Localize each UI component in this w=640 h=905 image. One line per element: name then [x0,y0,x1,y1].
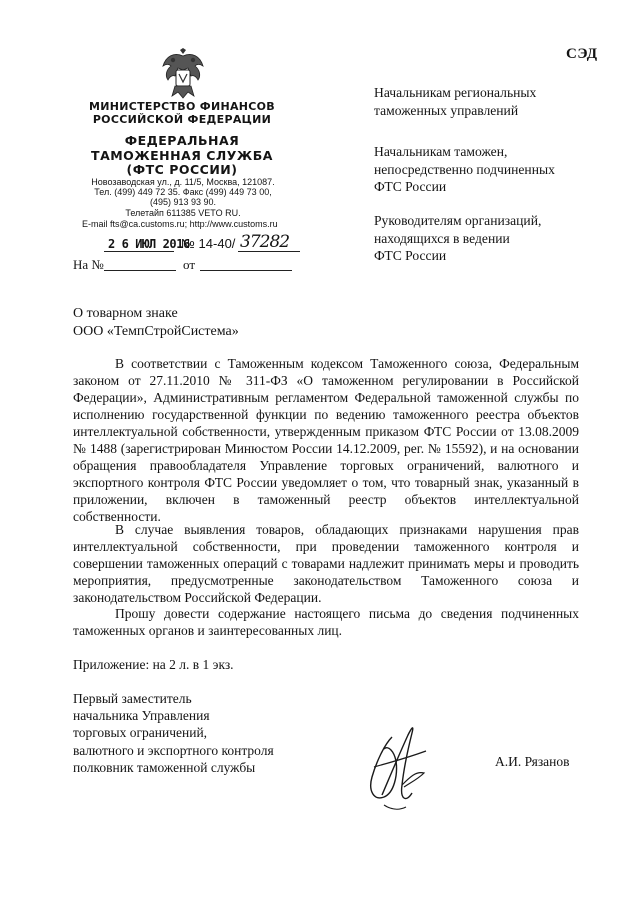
ministry-line: РОССИЙСКОЙ ФЕДЕРАЦИИ [92,113,272,126]
contact-block [82,177,284,218]
reference-date-label: от [183,257,196,272]
ministry-line: МИНИСТЕРСТВО ФИНАНСОВ [88,100,275,113]
addressee-block [374,84,614,119]
outgoing-date-stamp: 2 6 ИЮЛ 2016 [108,237,190,251]
outgoing-number-label: № 14-40/ [181,236,236,251]
contact-line: Тел. (499) 449 72 35. Факс (499) 449 73 00, [94,187,272,198]
addressee-line: таможенных управлений [374,102,519,118]
signer-line: валютного и экспортного контроля [73,742,274,758]
coat-of-arms-icon [160,48,206,100]
body-paragraph: В случае выявления товаров, обладающих признаками нарушения прав интеллектуальной собственности, при проведении таможенного контроля и совершении таможенных операций с товарами надлежит принимать меры и проводить мероприятия, предусмотренные законодательством Таможенного союза и законодательством Российской Федерации. [73,522,579,605]
subject-line: О товарном знаке [73,306,178,321]
service-line: (ФТС РОССИИ) [126,162,238,177]
letter-subject [73,305,239,341]
addressee-line: находящихся в ведении [374,230,510,246]
handwritten-signature [354,715,434,815]
signer-line: Первый заместитель [73,691,192,706]
signer-line: торговых ограничений, [73,725,208,741]
addressee-line: непосредственно подчиненных [374,161,555,177]
contact-line: (495) 913 93 90. [149,197,217,208]
ministry-name [70,100,294,126]
body-paragraph: В соответствии с Таможенным кодексом Таможенного союза, Федеральным законом от 27.11.2010 № 311-ФЗ «О таможенном регулировании в Российской Федерации», Административным регламентом Федеральной таможенной службы по исполнению государственной функции по ведению таможенного реестра объектов интеллектуальной собственности, утвержденным приказом ФТС России от 13.08.2009 № 1488 (зарегистрирован Минюстом России 14.12.2009, рег. № 15592), и на основании обращения правообладателя Управление торговых ограничений, валютного и экспортного контроля ФТС России уведомляет о том, что товарный знак, указанный в приложении, включен в таможенный реестр объектов интеллектуальной собственности. [73,356,579,524]
addressee-line: ФТС России [374,179,447,194]
contact-line: Новозаводская ул., д. 11/5, Москва, 121087. [91,177,275,187]
addressee-line: Начальникам региональных [374,85,537,100]
subject-line: ООО «ТемпСтройСистема» [73,324,239,339]
service-name [70,134,294,178]
email-line: E-mail fts@ca.customs.ru; http://www.customs.ru [82,219,278,229]
signer-position [73,690,274,776]
addressee-line: Начальникам таможен, [374,144,508,159]
addressee-line: Руководителям организаций, [374,213,542,228]
signer-line: полковник таможенной службы [73,759,256,775]
attachment-note: Приложение: на 2 л. в 1 экз. [73,657,234,672]
service-line: ФЕДЕРАЛЬНАЯ [124,133,240,148]
signer-name: А.И. Рязанов [495,754,570,769]
service-line: ТАМОЖЕННАЯ СЛУЖБА [91,147,273,163]
addressee-line: ФТС России [374,248,447,263]
body-paragraph: Прошу довести содержание настоящего письма до сведения подчиненных таможенных органов и заинтересованных лиц. [73,606,579,638]
reference-number-label: На № [73,257,104,272]
addressee-block [374,143,614,196]
outgoing-number-handwritten: 37282 [240,232,290,252]
addressee-block [374,212,614,265]
signer-line: начальника Управления [73,708,210,724]
contact-line: Телетайп 611385 VETO RU. [125,207,241,218]
sed-mark: СЭД [566,46,598,62]
